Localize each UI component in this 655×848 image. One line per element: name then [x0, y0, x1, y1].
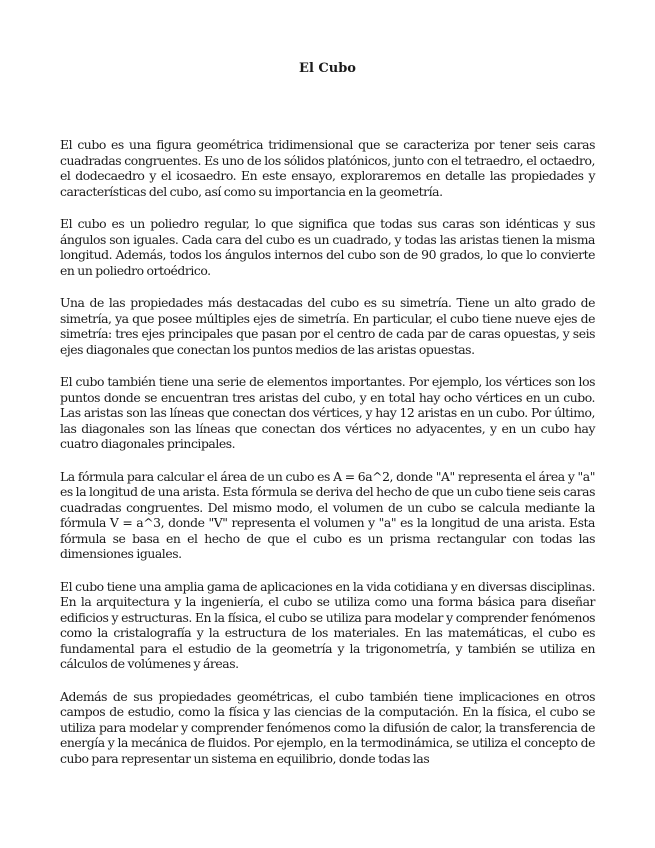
document-title: El Cubo	[299, 61, 356, 76]
paragraph-regular-polyhedron: El cubo es un poliedro regular, lo que significa que todas sus caras son idénticas y sus ángulos son iguales. Cada cara del cubo es un cuadrado, y todas las aristas tienen la misma longitud. Además, todos los ángulos internos del cubo son de 90 grados, lo que lo convierte en un poliedro ortoédrico.	[60, 216, 595, 278]
document-body	[60, 137, 595, 783]
paragraph-intro: El cubo es una figura geométrica tridimensional que se caracteriza por tener seis caras cuadradas congruentes. Es uno de los sólidos platónicos, junto con el tetraedro, el octaedro, el dodecaedro y el icosaedro. En este ensayo, exploraremos en detalle las propiedades y características del cubo, así como su importancia en la geometría.	[60, 137, 595, 199]
paragraph-formulas: La fórmula para calcular el área de un cubo es A = 6a^2, donde "A" representa el área y "a" es la longitud de una arista. Esta fórmula se deriva del hecho de que un cubo tiene seis caras cuadradas congruentes. Del mismo modo, el volumen de un cubo se calcula mediante la fórmula V = a^3, donde "V" representa el volumen y "a" es la longitud de una arista. Esta fórmula se basa en el hecho de que el cubo es un prisma rectangular con todas las dimensiones iguales.	[60, 468, 595, 561]
paragraph-applications: El cubo tiene una amplia gama de aplicaciones en la vida cotidiana y en diversas disciplinas. En la arquitectura y la ingeniería, el cubo se utiliza como una forma básica para diseñar edificios y estructuras. En la física, el cubo se utiliza para modelar y comprender fenómenos como la cristalografía y la estructura de los materiales. En las matemáticas, el cubo es fundamental para el estudio de la geometría y la trigonometría, y también se utiliza en cálculos de volúmenes y áreas.	[60, 578, 595, 671]
paragraph-other-fields: Además de sus propiedades geométricas, el cubo también tiene implicaciones en otros campos de estudio, como la física y las ciencias de la computación. En la física, el cubo se utiliza para modelar y comprender fenómenos como la difusión de calor, la transferencia de energía y la mecánica de fluidos. Por ejemplo, en la termodinámica, se utiliza el concepto de cubo para representar un sistema en equilibrio, donde todas las	[60, 688, 595, 766]
paragraph-symmetry: Una de las propiedades más destacadas del cubo es su simetría. Tiene un alto grado de simetría, ya que posee múltiples ejes de simetría. En particular, el cubo tiene nueve ejes de simetría: tres ejes principales que pasan por el centro de cada par de caras opuestas, y seis ejes diagonales que conectan los puntos medios de las aristas opuestas.	[60, 295, 595, 357]
paragraph-elements: El cubo también tiene una serie de elementos importantes. Por ejemplo, los vértices son los puntos donde se encuentran tres aristas del cubo, y en total hay ocho vértices en un cubo. Las aristas son las líneas que conectan dos vértices, y hay 12 aristas en un cubo. Por último, las diagonales son las líneas que conectan dos vértices no adyacentes, y en un cubo hay cuatro diagonales principales.	[60, 374, 595, 451]
